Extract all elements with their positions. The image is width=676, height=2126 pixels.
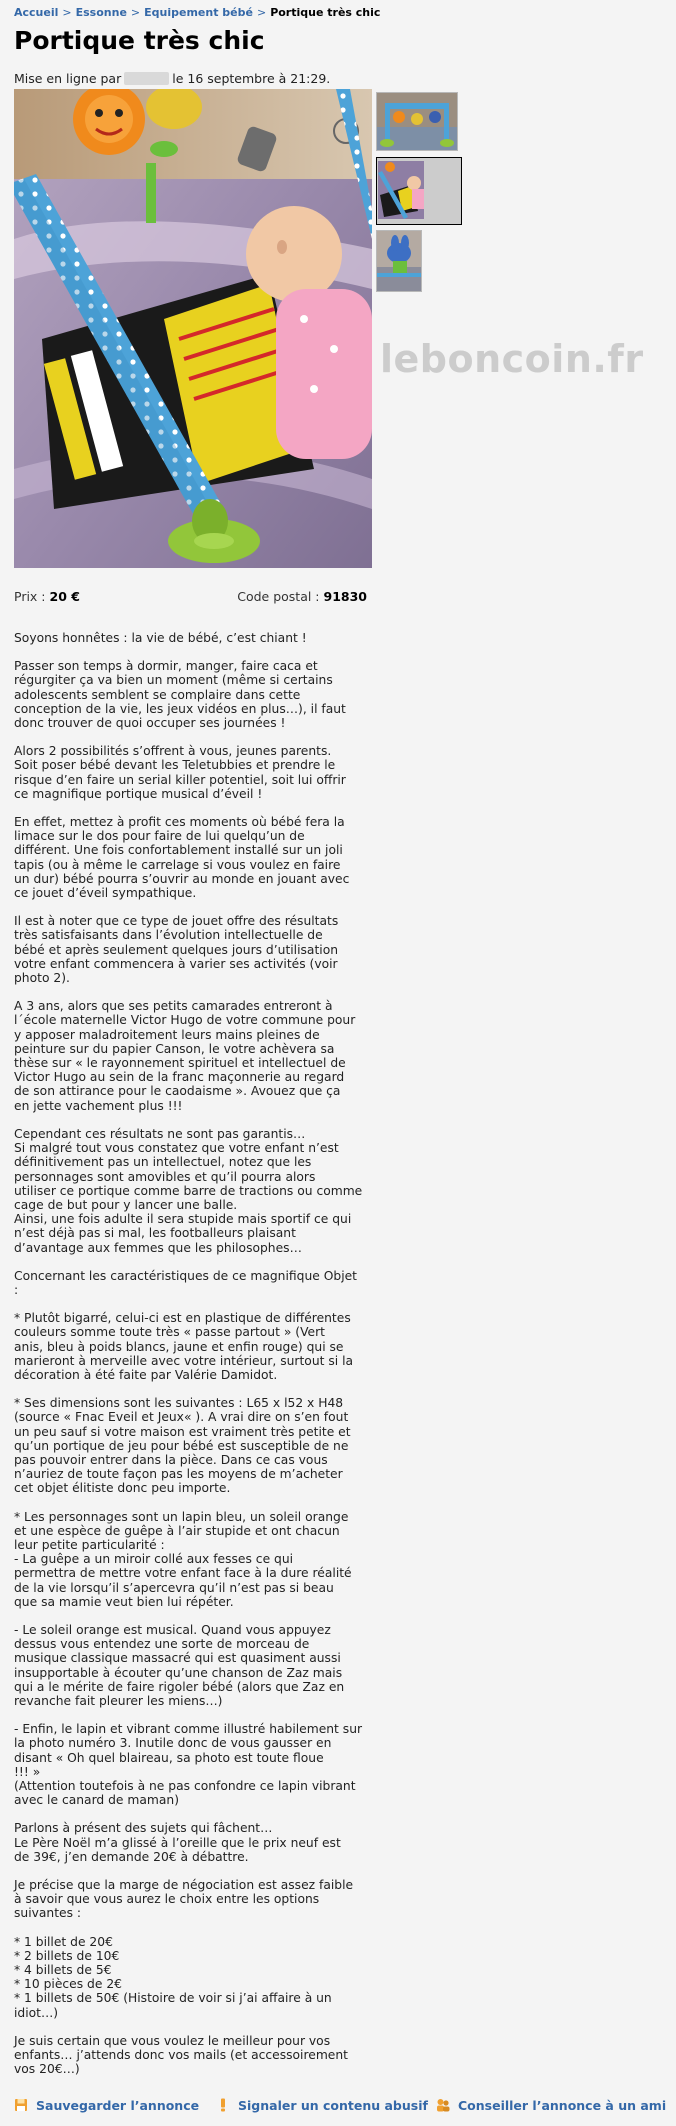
breadcrumb-separator: > — [62, 6, 72, 19]
description-paragraph: Alors 2 possibilités s’offrent à vous, jeunes parents. Soit poser bébé devant les Teletubbies et prendre le risque d’en faire un serial killer potentiel, soit lui offrir ce magnifique portique musical d’éveil ! — [14, 744, 346, 801]
description-paragraph: * Les personnages sont un lapin bleu, un soleil orange et une espèce de guêpe à l’air stupide et ont chacun leur petite particularité : - La guêpe a un miroir collé aux fesses ce qui permettra de mettre votre enfant face à la dure réalité de la vie lorsqu’il s’apercevra qu’il n’est pas si beau que sa mamie veut bien lui répéter. — [14, 1509, 352, 1609]
breadcrumb-current: Portique très chic — [270, 6, 381, 19]
breadcrumb-category-link[interactable]: Equipement bébé — [144, 6, 253, 19]
description-paragraph: * 1 billet de 20€ * 2 billets de 10€ * 4 billets de 5€ * 10 pièces de 2€ * 1 billets de 50€ (Histoire de voir si j’ai affaire à un idiot…) — [14, 1934, 332, 2020]
thumbnail-1-image — [377, 93, 457, 150]
description-paragraph: - Enfin, le lapin et vibrant comme illustré habilement sur la photo numéro 3. Inutile donc de vous gausser en disant « Oh quel blaireau, sa photo est toute floue !!! » (Attention toutefois à ne pas confondre ce lapin vibrant avec le canard de maman) — [14, 1722, 363, 1808]
description-paragraph: * Plutôt bigarré, celui-ci est en plastique de différentes couleurs somme toute très « passe partout » (Vert anis, bleu à poids blancs, jaune et enfin rouge) qui se marieront à merveille avec votre intérieur, surtout si la décoration à été faite par Valérie Damidot. — [14, 1311, 354, 1382]
description-paragraph: Soyons honnêtes : la vie de bébé, c’est chiant ! — [14, 631, 307, 645]
postal-value: 91830 — [323, 589, 367, 604]
watermark: leboncoin.fr — [380, 337, 644, 381]
report-abuse-label: Signaler un contenu abusif — [238, 2098, 428, 2113]
thumbnail-3-image — [377, 231, 421, 291]
description-paragraph: En effet, mettez à profit ces moments où bébé fera la limace sur le dos pour faire de lui quelqu’un de différent. Une fois confortablement installé sur un joli tapis (ou à même le carrelage si vous voulez en faire un dur) bébé pourra s’ouvrir au monde en jouant avec ce jouet d’éveil sympathique. — [14, 815, 350, 901]
description-paragraph: Il est à noter que ce type de jouet offre des résultats très satisfaisants dans l’évolution intellectuelle de bébé et après seulement quelques jours d’utilisation votre enfant commencera à varier ses activités (voir photo 2). — [14, 914, 339, 986]
posted-date: le 16 septembre à 21:29. — [172, 71, 331, 86]
report-abuse-link[interactable] — [216, 2098, 428, 2113]
price-value: 20 € — [49, 589, 80, 604]
description-paragraph: A 3 ans, alors que ses petits camarades entreront à l´école maternelle Victor Hugo de votre commune pour y apposer maladroitement leurs mains pleines de peinture sur du papier Canson, le votre achèvera sa thèse sur « le rayonnement spirituel et intellectuel de Victor Hugo au sein de la franc maçonnerie au regard de son attirance pour le caodaisme ». Avouez que ça en jette vachement plus !!! — [14, 999, 356, 1113]
save-ad-label: Sauvegarder l’annonce — [36, 2098, 200, 2113]
postal-label: Code postal : — [237, 589, 320, 604]
breadcrumb-home-link[interactable]: Accueil — [14, 6, 59, 19]
main-photo[interactable] — [14, 89, 372, 568]
posted-info — [14, 71, 330, 86]
description-paragraph: Parlons à présent des sujets qui fâchent… Le Père Noël m’a glissé à l’oreille que le prix neuf est de 39€, j’en demande 20€ à débattre. — [14, 1821, 341, 1864]
price-label: Prix : — [14, 589, 46, 604]
posted-prefix: Mise en ligne par — [14, 71, 122, 86]
friends-icon — [436, 2098, 450, 2112]
seller-name-redacted — [124, 72, 169, 85]
main-photo-image — [14, 89, 372, 568]
description-paragraph: Cependant ces résultats ne sont pas garantis… Si malgré tout vous constatez que votre enfant n’est définitivement pas un intellectuel, notez que les personnages sont amovibles et qu’il pourra alors utiliser ce portique comme barre de tractions ou comme cage de but pour y lancer une balle. Ainsi, une fois adulte il sera stupide mais sportif ce qui n’est déjà pas si mal, les footballeurs plaisant d’avantage aux femmes que les philosophes… — [14, 1126, 363, 1255]
ad-actions-footer — [0, 2096, 676, 2122]
share-ad-label: Conseiller l’annonce à un ami — [458, 2098, 667, 2113]
floppy-disk-icon — [14, 2098, 28, 2112]
breadcrumb — [14, 6, 380, 19]
thumbnail-2[interactable] — [376, 157, 462, 225]
description-paragraph: * Ses dimensions sont les suivantes : L65 x l52 x H48 (source « Fnac Eveil et Jeux« ). A vrai dire on s’en fout un peu sauf si votre maison est vraiment très petite et qu’un portique de jeu pour bébé est susceptible de ne pas pouvoir entrer dans la pièce. Dans ce cas vous n’auriez de toute façon pas les moyens de m’acheter cet objet élitiste donc peu importe. — [14, 1396, 351, 1496]
price — [14, 589, 80, 604]
exclamation-icon — [216, 2098, 230, 2112]
postal-code — [237, 589, 367, 604]
ad-title: Portique très chic — [14, 26, 265, 55]
description-paragraph: Passer son temps à dormir, manger, faire caca et régurgiter ça va bien un moment (même si certains adolescents semblent se complaire dans cette conception de la vie, les jeux vidéos en plus…), il faut donc trouver de quoi occuper ses journées ! — [14, 659, 346, 731]
description-paragraph: Je suis certain que vous voulez le meilleur pour vos enfants… j’attends donc vos mails (et accessoirement vos 20€…) — [14, 2033, 348, 2077]
breadcrumb-separator: > — [130, 6, 141, 19]
save-ad-link[interactable] — [14, 2098, 199, 2113]
share-ad-link[interactable] — [436, 2098, 666, 2113]
thumbnail-3[interactable] — [376, 230, 422, 292]
description-paragraph: Je précise que la marge de négociation est assez faible à savoir que vous aurez le choix entre les options suivantes : — [14, 1878, 354, 1921]
thumbnail-2-image — [378, 161, 424, 219]
thumbnail-1[interactable] — [376, 92, 458, 151]
breadcrumb-separator: > — [256, 6, 267, 19]
description-paragraph: - Le soleil orange est musical. Quand vous appuyez dessus vous entendez une sorte de morceau de musique classique massacré qui est quasiment aussi insupportable à écouter qu’une chanson de Zaz mais qui a le mérite de faire rigoler bébé (alors que Zaz en revanche fait pleurer les miens…) — [14, 1622, 345, 1708]
ad-description — [14, 631, 374, 2090]
description-paragraph: Concernant les caractéristiques de ce magnifique Objet : — [14, 1268, 358, 1297]
breadcrumb-region-link[interactable]: Essonne — [75, 6, 127, 19]
